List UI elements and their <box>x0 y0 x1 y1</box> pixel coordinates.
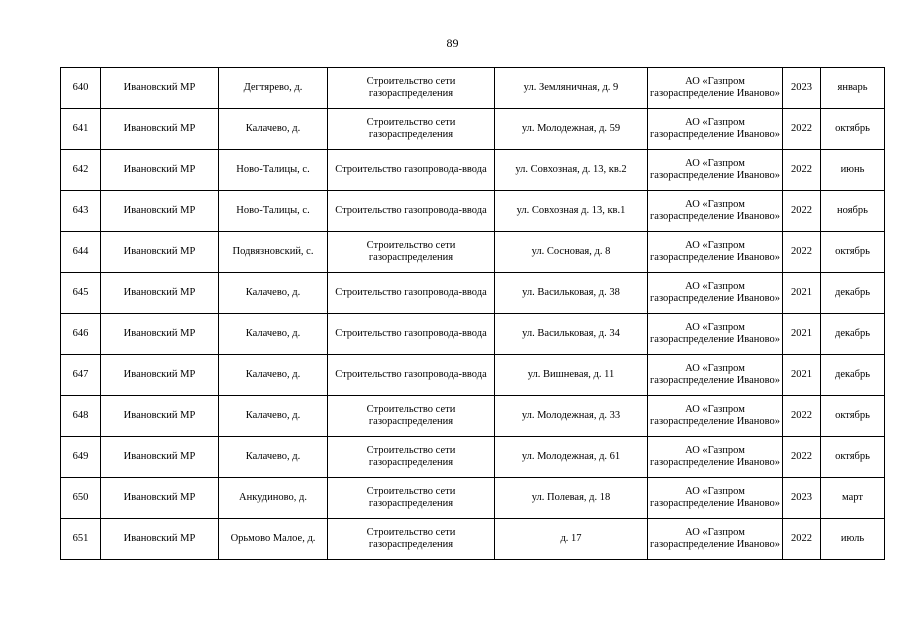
organization-cell: АО «Газпром газораспределение Иваново» <box>648 191 783 232</box>
organization-cell: АО «Газпром газораспределение Иваново» <box>648 68 783 109</box>
district-cell: Ивановский МР <box>101 437 219 478</box>
page-number: 89 <box>446 36 459 50</box>
table-row <box>61 150 885 191</box>
organization-cell: АО «Газпром газораспределение Иваново» <box>648 519 783 560</box>
work-type-cell: Строительство газопровода-ввода <box>328 273 495 314</box>
settlement-cell: Подвязновский, с. <box>219 232 328 273</box>
district-cell: Ивановский МР <box>101 314 219 355</box>
table-row <box>61 191 885 232</box>
month-cell: октябрь <box>821 109 885 150</box>
month-cell: январь <box>821 68 885 109</box>
organization-cell: АО «Газпром газораспределение Иваново» <box>648 232 783 273</box>
month-cell: декабрь <box>821 314 885 355</box>
organization-cell: АО «Газпром газораспределение Иваново» <box>648 150 783 191</box>
row-number-cell: 647 <box>61 355 101 396</box>
work-type-cell: Строительство сети газораспределения <box>328 519 495 560</box>
address-cell: ул. Васильковая, д. 38 <box>495 273 648 314</box>
month-cell: июнь <box>821 150 885 191</box>
district-cell: Ивановский МР <box>101 191 219 232</box>
month-cell: декабрь <box>821 355 885 396</box>
month-cell: октябрь <box>821 232 885 273</box>
month-cell: октябрь <box>821 437 885 478</box>
organization-cell: АО «Газпром газораспределение Иваново» <box>648 355 783 396</box>
work-type-cell: Строительство сети газораспределения <box>328 109 495 150</box>
year-cell: 2022 <box>783 109 821 150</box>
row-number-cell: 644 <box>61 232 101 273</box>
organization-cell: АО «Газпром газораспределение Иваново» <box>648 437 783 478</box>
month-cell: март <box>821 478 885 519</box>
organization-cell: АО «Газпром газораспределение Иваново» <box>648 109 783 150</box>
address-cell: д. 17 <box>495 519 648 560</box>
district-cell: Ивановский МР <box>101 355 219 396</box>
row-number-cell: 651 <box>61 519 101 560</box>
work-type-cell: Строительство сети газораспределения <box>328 437 495 478</box>
work-type-cell: Строительство сети газораспределения <box>328 478 495 519</box>
table-body <box>61 68 885 560</box>
table-row <box>61 273 885 314</box>
year-cell: 2022 <box>783 519 821 560</box>
settlement-cell: Калачево, д. <box>219 109 328 150</box>
row-number-cell: 640 <box>61 68 101 109</box>
settlement-cell: Ново-Талицы, с. <box>219 191 328 232</box>
work-type-cell: Строительство сети газораспределения <box>328 396 495 437</box>
year-cell: 2022 <box>783 396 821 437</box>
address-cell: ул. Полевая, д. 18 <box>495 478 648 519</box>
settlement-cell: Ново-Талицы, с. <box>219 150 328 191</box>
table-row <box>61 478 885 519</box>
month-cell: июль <box>821 519 885 560</box>
year-cell: 2022 <box>783 232 821 273</box>
settlement-cell: Анкудиново, д. <box>219 478 328 519</box>
month-cell: октябрь <box>821 396 885 437</box>
address-cell: ул. Совхозная, д. 13, кв.2 <box>495 150 648 191</box>
row-number-cell: 649 <box>61 437 101 478</box>
table-row <box>61 109 885 150</box>
table-row <box>61 396 885 437</box>
address-cell: ул. Совхозная д. 13, кв.1 <box>495 191 648 232</box>
year-cell: 2022 <box>783 437 821 478</box>
year-cell: 2022 <box>783 150 821 191</box>
district-cell: Ивановский МР <box>101 478 219 519</box>
address-cell: ул. Сосновая, д. 8 <box>495 232 648 273</box>
row-number-cell: 641 <box>61 109 101 150</box>
month-cell: декабрь <box>821 273 885 314</box>
row-number-cell: 642 <box>61 150 101 191</box>
district-cell: Ивановский МР <box>101 150 219 191</box>
settlement-cell: Орьмово Малое, д. <box>219 519 328 560</box>
settlement-cell: Калачево, д. <box>219 437 328 478</box>
row-number-cell: 646 <box>61 314 101 355</box>
row-number-cell: 650 <box>61 478 101 519</box>
address-cell: ул. Вишневая, д. 11 <box>495 355 648 396</box>
year-cell: 2023 <box>783 68 821 109</box>
address-cell: ул. Молодежная, д. 33 <box>495 396 648 437</box>
settlement-cell: Дегтярево, д. <box>219 68 328 109</box>
row-number-cell: 643 <box>61 191 101 232</box>
year-cell: 2023 <box>783 478 821 519</box>
year-cell: 2021 <box>783 355 821 396</box>
address-cell: ул. Молодежная, д. 61 <box>495 437 648 478</box>
table-row <box>61 314 885 355</box>
settlement-cell: Калачево, д. <box>219 273 328 314</box>
table-row <box>61 68 885 109</box>
month-cell: ноябрь <box>821 191 885 232</box>
work-type-cell: Строительство сети газораспределения <box>328 232 495 273</box>
organization-cell: АО «Газпром газораспределение Иваново» <box>648 478 783 519</box>
address-cell: ул. Земляничная, д. 9 <box>495 68 648 109</box>
table-row <box>61 232 885 273</box>
year-cell: 2021 <box>783 314 821 355</box>
work-type-cell: Строительство газопровода-ввода <box>328 314 495 355</box>
organization-cell: АО «Газпром газораспределение Иваново» <box>648 396 783 437</box>
work-type-cell: Строительство газопровода-ввода <box>328 355 495 396</box>
organization-cell: АО «Газпром газораспределение Иваново» <box>648 273 783 314</box>
district-cell: Ивановский МР <box>101 232 219 273</box>
year-cell: 2022 <box>783 191 821 232</box>
district-cell: Ивановский МР <box>101 519 219 560</box>
table-row <box>61 437 885 478</box>
address-cell: ул. Васильковая, д. 34 <box>495 314 648 355</box>
address-cell: ул. Молодежная, д. 59 <box>495 109 648 150</box>
row-number-cell: 648 <box>61 396 101 437</box>
district-cell: Ивановский МР <box>101 396 219 437</box>
organization-cell: АО «Газпром газораспределение Иваново» <box>648 314 783 355</box>
district-cell: Ивановский МР <box>101 273 219 314</box>
settlement-cell: Калачево, д. <box>219 355 328 396</box>
work-type-cell: Строительство газопровода-ввода <box>328 150 495 191</box>
year-cell: 2021 <box>783 273 821 314</box>
table-row <box>61 519 885 560</box>
gasification-table <box>60 67 885 560</box>
table-row <box>61 355 885 396</box>
settlement-cell: Калачево, д. <box>219 396 328 437</box>
work-type-cell: Строительство газопровода-ввода <box>328 191 495 232</box>
work-type-cell: Строительство сети газораспределения <box>328 68 495 109</box>
district-cell: Ивановский МР <box>101 109 219 150</box>
settlement-cell: Калачево, д. <box>219 314 328 355</box>
district-cell: Ивановский МР <box>101 68 219 109</box>
row-number-cell: 645 <box>61 273 101 314</box>
